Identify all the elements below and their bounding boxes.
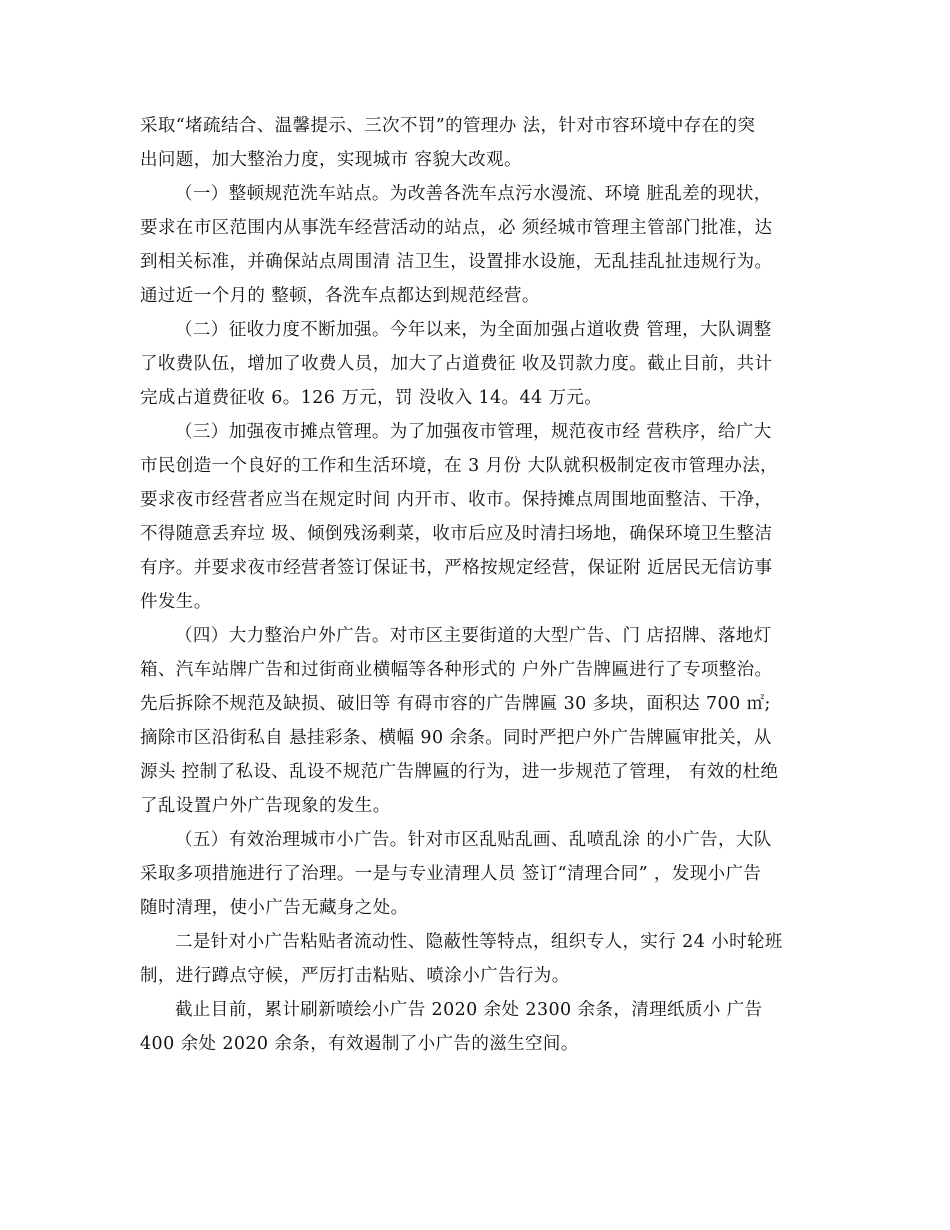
text-line: 不得随意丢弃垃 圾、倾倒残汤剩菜，收市后应及时清扫场地，确保环境卫生整洁: [140, 524, 773, 544]
text-line: 采取多项措施进行了治理。一是与专业清理人员 签订“清理合同” ，发现小广告: [140, 864, 762, 884]
text-line: 件发生。: [140, 592, 212, 612]
text-line: 400 余处 2020 余条，有效遏制了小广告的滋生空间。: [140, 1034, 579, 1054]
text-line: 制，进行蹲点守候，严厉打击粘贴、喷涂小广告行为。: [140, 966, 570, 986]
text-line: （一）整顿规范洗车站点。为改善各洗车点污水漫流、环境 脏乱差的现状，: [175, 184, 772, 204]
text-line: 摘除市区沿街私自 悬挂彩条、横幅 90 余条。同时严把户外广告牌匾审批关，从: [140, 728, 772, 748]
text-line: 完成占道费征收 6。126 万元，罚 没收入 14。44 万元。: [140, 388, 603, 408]
text-line: 有序。并要求夜市经营者签订保证书，严格按规定经营，保证附 近居民无信访事: [140, 558, 773, 578]
text-line: 通过近一个月的 整顿，各洗车点都达到规范经营。: [140, 286, 540, 306]
text-line: （二）征收力度不断加强。今年以来，为全面加强占道收费 管理，大队调整: [175, 320, 772, 340]
text-line: 到相关标准，并确保站点周围清 洁卫生，设置排水设施，无乱挂乱扯违规行为。: [140, 252, 773, 272]
text-line: 源头 控制了私设、乱设不规范广告牌匾的行为，进一步规范了管理， 有效的杜绝: [140, 762, 779, 782]
text-line: 先后拆除不规范及缺损、破旧等 有碍市容的广告牌匾 30 多块，面积达 700 ㎡;: [140, 694, 771, 714]
text-line: 市民创造一个良好的工作和生活环境，在 3 月份 大队就积极制定夜市管理办法，: [140, 456, 779, 476]
text-line: 了收费队伍，增加了收费人员，加大了占道费征 收及罚款力度。截止目前，共计: [140, 354, 773, 374]
text-line: 截止目前，累计刷新喷绘小广告 2020 余处 2300 余条，清理纸质小 广告: [175, 1000, 763, 1020]
text-line: 出问题，加大整治力度，实现城市 容貌大改观。: [140, 150, 522, 170]
text-line: （三）加强夜市摊点管理。为了加强夜市管理，规范夜市经 营秩序，给广大: [175, 422, 772, 442]
text-line: 采取“堵疏结合、温馨提示、三次不罚”的管理办 法，针对市容环境中存在的突: [140, 116, 756, 136]
text-line: 要求夜市经营者应当在规定时间 内开市、收市。保持摊点周围地面整洁、干净，: [140, 490, 773, 510]
text-line: 了乱设置户外广告现象的发生。: [140, 796, 391, 816]
text-line: 要求在市区范围内从事洗车经营活动的站点，必 须经城市管理主管部门批准，达: [140, 218, 773, 238]
text-line: （四）大力整治户外广告。对市区主要街道的大型广告、门 店招牌、落地灯: [175, 626, 772, 646]
text-line: 二是针对小广告粘贴者流动性、隐蔽性等特点，组织专人，实行 24 小时轮班: [175, 932, 783, 952]
text-line: （五）有效治理城市小广告。针对市区乱贴乱画、乱喷乱涂 的小广告，大队: [175, 830, 772, 850]
text-line: 箱、汽车站牌广告和过街商业横幅等各种形式的 户外广告牌匾进行了专项整治。: [140, 660, 773, 680]
text-line: 随时清理，使小广告无藏身之处。: [140, 898, 409, 918]
